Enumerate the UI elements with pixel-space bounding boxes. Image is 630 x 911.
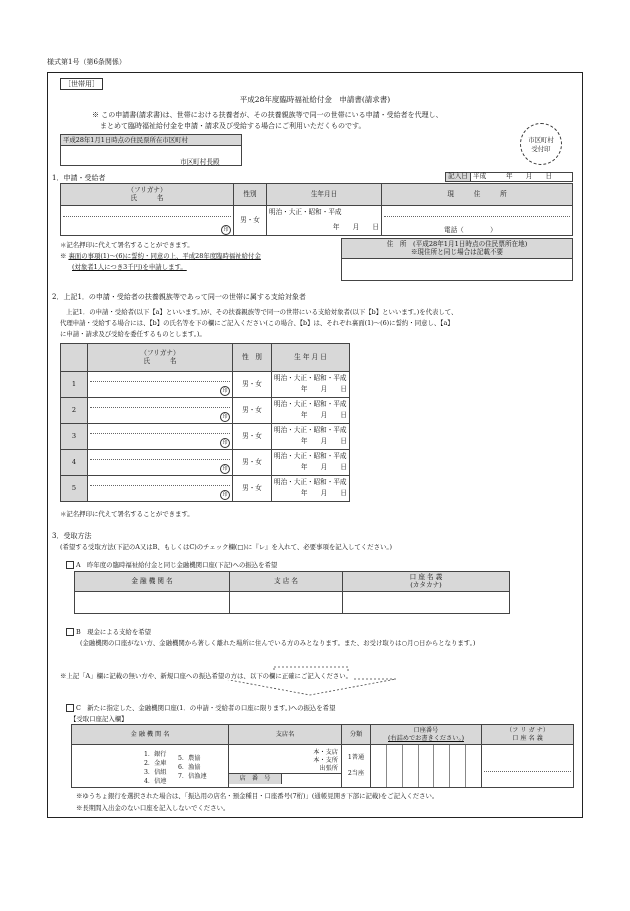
jan1-address-label: 住 所 (平成28年1月1日時点の住民票所在地)	[386, 239, 528, 248]
entry-date-table	[445, 172, 573, 182]
dependent-row	[61, 398, 350, 424]
option-a-label: A 昨年度の臨時福祉給付金と同じ金融機関口座(下記)への振込を希望	[76, 561, 278, 569]
era-label: 平成	[473, 172, 487, 181]
entry-date-field[interactable]	[471, 173, 573, 182]
era-options: 明治・大正・昭和・平成	[274, 374, 347, 383]
era-options: 明治・大正・昭和・平成	[274, 452, 347, 461]
dependent-row	[61, 372, 350, 398]
prev-bank-header: 金 融 機 関 名	[75, 572, 230, 592]
dependent-sex-field[interactable]: 男・女	[233, 476, 272, 502]
holder-field[interactable]	[482, 745, 574, 788]
jan1-address-header	[342, 239, 573, 259]
address-header: 現 住 所	[382, 184, 573, 206]
bank-type-4: 4．信連	[144, 778, 167, 785]
dependent-row	[61, 424, 350, 450]
row-number-header	[61, 344, 88, 372]
seal-mark: 印	[220, 386, 230, 396]
dependent-sex-field[interactable]: 男・女	[233, 450, 272, 476]
branch-type-1: 本・支店	[313, 748, 338, 756]
bank-type-6: 6．漁協	[178, 764, 201, 771]
month-label: 月	[525, 172, 533, 181]
mayor-address: 市区町村長殿	[180, 158, 220, 166]
municipality-box-label: 平成28年1月1日時点の住民票所在市区町村	[61, 135, 241, 146]
stamp-line-1: 市区町村	[528, 136, 554, 144]
holder-kana-label: （フ リ ガ ナ）	[505, 727, 550, 735]
acct-note: (右詰めでお書きください。)	[388, 734, 464, 742]
seal-note-2: ＊記名押印に代えて署名することができます。	[60, 510, 194, 518]
new-branch-header: 支店名	[229, 725, 342, 745]
new-branch-field[interactable]	[229, 745, 342, 788]
branch-type-3: 出張所	[319, 764, 338, 772]
era-options: 明治・大正・昭和・平成	[269, 208, 342, 217]
dependent-name-field[interactable]	[88, 450, 233, 476]
branch-no-row	[229, 773, 341, 784]
bank-type-3: 3．信組	[144, 769, 167, 776]
phone-label: 電話（ ）	[444, 225, 497, 234]
sex-header: 性別	[234, 184, 267, 206]
bank-type-list-1	[144, 750, 167, 786]
prev-branch-field[interactable]	[230, 592, 343, 614]
dependent-sex-field[interactable]: 男・女	[233, 424, 272, 450]
section-3-sub: (希望する受取方法(下記のA又はB、もしくはC)のチェック欄(□)に『レ』を入れて、必要事項を記入してください。)	[60, 543, 393, 551]
branch-no-field[interactable]	[282, 774, 341, 784]
pledge-note	[60, 251, 261, 260]
furigana-name-header	[61, 184, 234, 206]
acct-label: 口座番号	[413, 727, 439, 735]
bank-type-5: 5．農協	[178, 755, 201, 762]
seal-mark: 印	[220, 412, 230, 422]
applicant-name-field[interactable]	[61, 206, 234, 236]
jan1-address-table	[341, 238, 573, 281]
seal-mark: 印	[220, 464, 230, 474]
dob-header: 生年月日	[267, 184, 382, 206]
day-label: 日	[545, 172, 553, 181]
new-type-header: 分類	[342, 725, 371, 745]
era-options: 明治・大正・昭和・平成	[274, 478, 347, 487]
pledge-text-1: 裏面の事項(1)～(6)に誓約・同意の上、平成28年度臨時福祉給付金	[68, 252, 261, 260]
household-badge: ［世帯用］	[60, 78, 103, 90]
branch-type-2: 本・支所	[313, 756, 338, 764]
dependent-dob-field[interactable]: 明治・大正・昭和・平成 年 月 日	[272, 398, 350, 424]
dependent-row-number: 5	[61, 476, 88, 502]
dependent-row	[61, 450, 350, 476]
dependent-name-field[interactable]	[88, 424, 233, 450]
s2-para-1: 上記1．の申請・受給者(以下【a】といいます。)が、その扶養親族等で同一の世帯にいる支給対象者(以下【b】といいます。)を代表して、	[66, 308, 458, 316]
option-b-checkbox[interactable]	[66, 628, 74, 636]
new-bank-header: 金 融 機 関 名	[72, 725, 229, 745]
form-id: 様式第1号（第6条関係）	[47, 58, 126, 66]
acct-type-ordinary: 1普通	[347, 754, 365, 761]
prev-account-table	[74, 571, 510, 614]
option-b[interactable]	[66, 627, 151, 636]
new-holder-header	[482, 725, 574, 745]
era-options: 明治・大正・昭和・平成	[274, 426, 347, 435]
option-c-label: C 新たに指定した、金融機関口座(1．の申請・受給者の口座に限ります。)への振込を希望	[76, 704, 336, 712]
bank-type-2: 2．金庫	[144, 760, 167, 767]
name-label: 氏 名	[130, 193, 164, 202]
prev-holder-label: 口 座 名 義	[409, 572, 443, 581]
option-c-checkbox[interactable]	[66, 704, 74, 712]
seal-mark: 印	[220, 490, 230, 500]
dependent-dob-field[interactable]: 明治・大正・昭和・平成 年 月 日	[272, 372, 350, 398]
dependent-dob-field[interactable]: 明治・大正・昭和・平成 年 月 日	[272, 476, 350, 502]
entry-date-label: 記入日	[446, 173, 471, 182]
new-bank-field[interactable]	[72, 745, 229, 788]
jan1-address-field[interactable]	[342, 259, 573, 281]
dependent-row-number: 1	[61, 372, 88, 398]
seal-mark: 印	[221, 225, 231, 235]
acct-type-current: 2当座	[347, 770, 365, 777]
note-line-2: まとめて臨時福祉給付金を申請・請求及び受給する場合にご利用いただくものです。	[100, 122, 366, 130]
dependent-name-field[interactable]	[88, 476, 233, 502]
s2-para-2: 代理申請・受給する場合には、【b】の氏名等を下の欄にご記入ください(この場合、【b】は、それぞれ裏面(1)～(6)に誓約・同意し、【a】	[60, 319, 454, 327]
option-b-label: B 現金による支給を希望	[76, 628, 151, 636]
furigana-label: （フリガナ）	[127, 185, 167, 194]
option-a-checkbox[interactable]	[66, 561, 74, 569]
section-2-title: 2．上記1．の申請・受給者の扶養親族等であって同一の世帯に属する支給対象者	[52, 293, 306, 301]
seal-note-1: ＊記名押印に代えて署名することができます。	[60, 241, 194, 249]
era-options: 明治・大正・昭和・平成	[274, 400, 347, 409]
new-account-note: ※上記「A」欄に記載の無い方や、新規口座への振込希望の方は、以下の欄に正確にご記入ください。	[60, 672, 353, 680]
prev-holder-field[interactable]	[343, 592, 510, 614]
dep-dob-header: 生 年 月 日	[272, 344, 350, 372]
applicant-sex-field[interactable]: 男・女	[234, 206, 267, 236]
dep-sex-header: 性 別	[233, 344, 272, 372]
applicant-dob-field[interactable]: 明治・大正・昭和・平成 年 月 日	[267, 206, 382, 236]
dependent-row-number: 4	[61, 450, 88, 476]
applicant-table	[60, 183, 573, 236]
branch-no-label: 店 番 号	[229, 774, 282, 784]
arrow-graphic	[220, 665, 400, 697]
footnote-2: ※長期間入出金のない口座を記入しないでください。	[76, 804, 230, 812]
bank-type-7: 7．信漁連	[178, 773, 207, 780]
pledge-mark: ※	[60, 252, 67, 260]
prev-holder-header	[343, 572, 510, 592]
s2-para-3: に申請・請求及び受給を委任するものとします。)。	[60, 330, 206, 338]
pledge-text-2: (対象者1人につき3千円)を申請します。	[72, 263, 187, 271]
prev-branch-header: 支 店 名	[230, 572, 343, 592]
dependent-row	[61, 476, 350, 502]
dependent-dob-field[interactable]: 明治・大正・昭和・平成 年 月 日	[272, 450, 350, 476]
option-a[interactable]	[66, 560, 277, 569]
reception-stamp	[520, 123, 562, 165]
dep-name-label: 氏 名	[143, 356, 177, 365]
branch-type-list	[229, 749, 341, 773]
option-c-sub: 【受取口座記入欄】	[70, 715, 128, 723]
dependent-name-field[interactable]	[88, 398, 233, 424]
dependent-row-number: 2	[61, 398, 88, 424]
applicant-address-field[interactable]	[382, 206, 573, 236]
dependent-row-number: 3	[61, 424, 88, 450]
new-account-table	[71, 724, 574, 788]
year-label: 年	[505, 172, 513, 181]
section-1-title: 1．申請・受給者	[52, 174, 106, 182]
dependent-dob-field[interactable]: 明治・大正・昭和・平成 年 月 日	[272, 424, 350, 450]
prev-bank-field[interactable]	[75, 592, 230, 614]
seal-mark: 印	[220, 438, 230, 448]
new-acct-header	[371, 725, 482, 745]
holder-label: 口 座 名 義	[512, 734, 543, 742]
dependent-sex-field[interactable]: 男・女	[233, 398, 272, 424]
prev-holder-kana: (カタカナ)	[410, 580, 442, 589]
note-line-1: ※ この申請書(請求書)は、世帯における扶養者が、その扶養親族等で同一の世帯にいる申請・受給者を代理し、	[92, 111, 443, 119]
acct-number-field[interactable]	[371, 745, 482, 788]
dependents-table	[60, 343, 350, 502]
dep-name-header	[88, 344, 233, 372]
section-3-title: 3．受取方法	[52, 532, 92, 540]
footnote-1: ※ゆうちょ銀行を選択された場合は、「振込用の店名・預金種目・口座番号(7桁)」(通帳見開き下部に記載)をご記入ください。	[76, 792, 439, 800]
dependent-sex-field[interactable]: 男・女	[233, 372, 272, 398]
form-title: 平成28年度臨時福祉給付金 申請書(請求書)	[239, 95, 391, 104]
dependent-name-field[interactable]	[88, 372, 233, 398]
bank-type-list-2	[178, 754, 207, 781]
option-b-sub: (金融機関の口座がない方、金融機関から著しく離れた場所に住んでいる方のみとなります。また、お受け取りは○月○日からとなります。)	[80, 639, 476, 647]
bank-type-1: 1．銀行	[144, 751, 167, 758]
option-c[interactable]	[66, 703, 335, 712]
jan1-address-note: ※現住所と同じ場合は記載不要	[410, 247, 504, 256]
stamp-line-2: 受付印	[531, 145, 551, 153]
acct-type-field[interactable]	[342, 745, 371, 788]
dep-furigana-label: （フリガナ）	[140, 348, 180, 357]
